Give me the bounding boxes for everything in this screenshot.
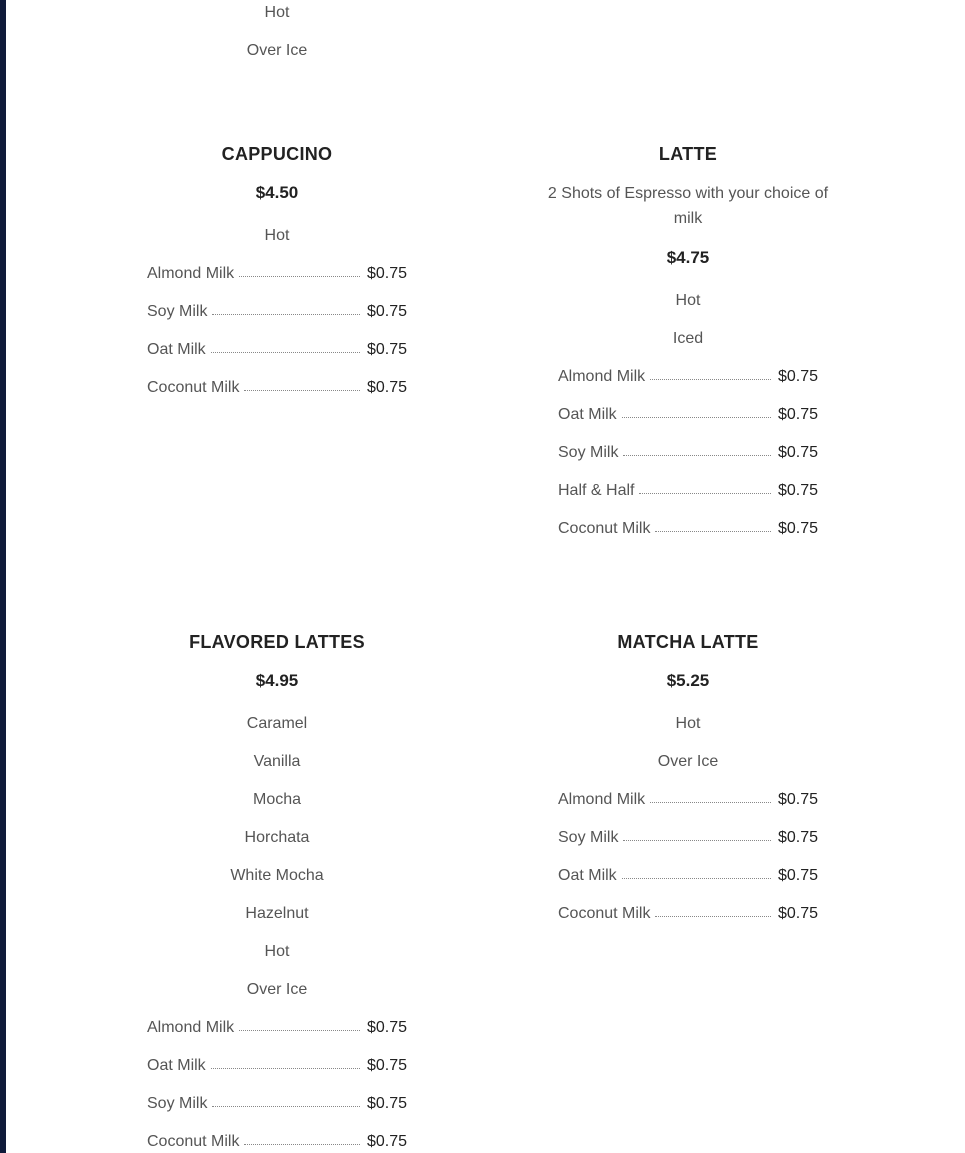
addon-name: Almond Milk xyxy=(147,1019,235,1036)
addon-name: Coconut Milk xyxy=(558,905,651,922)
addon-price: $0.75 xyxy=(366,341,407,358)
dot-leader xyxy=(212,314,360,315)
dot-leader xyxy=(244,1144,359,1145)
addon-name: Soy Milk xyxy=(147,1095,208,1112)
addon-price: $0.75 xyxy=(366,1133,407,1150)
addon-price: $0.75 xyxy=(777,905,818,922)
item-title: MATCHA LATTE xyxy=(617,632,759,652)
addon-row xyxy=(147,1056,407,1094)
left-edge-strip xyxy=(0,0,6,1153)
dot-leader xyxy=(622,417,771,418)
addon-row xyxy=(558,405,818,443)
dot-leader xyxy=(623,455,771,456)
menu-item-top xyxy=(147,3,407,79)
item-price: $4.75 xyxy=(666,248,710,267)
addon-row xyxy=(147,1132,407,1152)
addon-price: $0.75 xyxy=(777,444,818,461)
addon-name: Almond Milk xyxy=(147,265,235,282)
dot-leader xyxy=(212,1106,360,1107)
addon-name: Oat Milk xyxy=(558,406,617,423)
addon-price: $0.75 xyxy=(366,379,407,396)
dot-leader xyxy=(650,802,771,803)
dot-leader xyxy=(211,352,360,353)
menu-option: Caramel xyxy=(246,715,308,732)
addon-row xyxy=(558,904,818,942)
addon-row xyxy=(558,866,818,904)
addon-name: Soy Milk xyxy=(558,829,619,846)
dot-leader xyxy=(622,878,771,879)
addon-price: $0.75 xyxy=(777,829,818,846)
addon-name: Coconut Milk xyxy=(147,1133,240,1150)
menu-option: Over Ice xyxy=(246,981,308,998)
menu-item-latte xyxy=(547,144,829,557)
dot-leader xyxy=(244,390,359,391)
addon-price: $0.75 xyxy=(777,482,818,499)
dot-leader xyxy=(239,276,360,277)
addon-row xyxy=(558,481,818,519)
menu-option: Hot xyxy=(675,715,701,732)
addon-price: $0.75 xyxy=(366,1019,407,1036)
addon-price: $0.75 xyxy=(777,406,818,423)
addon-row xyxy=(147,340,407,378)
addon-price: $0.75 xyxy=(366,1057,407,1074)
dot-leader xyxy=(623,840,771,841)
addon-name: Oat Milk xyxy=(147,1057,206,1074)
addon-name: Oat Milk xyxy=(147,341,206,358)
menu-option: Hot xyxy=(264,4,290,21)
menu-option: Mocha xyxy=(252,791,302,808)
dot-leader xyxy=(211,1068,360,1069)
dot-leader xyxy=(239,1030,360,1031)
addon-row xyxy=(147,264,407,302)
menu-item-flavored-lattes xyxy=(147,632,407,1152)
addon-name: Almond Milk xyxy=(558,368,646,385)
menu-option: Hot xyxy=(675,292,701,309)
dot-leader xyxy=(650,379,771,380)
dot-leader xyxy=(639,493,770,494)
addon-price: $0.75 xyxy=(777,791,818,808)
addon-name: Coconut Milk xyxy=(147,379,240,396)
menu-option: Vanilla xyxy=(253,753,301,770)
addon-row xyxy=(558,790,818,828)
addon-name: Soy Milk xyxy=(147,303,208,320)
addon-name: Coconut Milk xyxy=(558,520,651,537)
addon-row xyxy=(558,367,818,405)
menu-option: Hot xyxy=(264,943,290,960)
item-title: LATTE xyxy=(658,144,718,164)
menu-option: Over Ice xyxy=(246,42,308,59)
addon-price: $0.75 xyxy=(366,1095,407,1112)
addon-price: $0.75 xyxy=(366,265,407,282)
addon-row xyxy=(147,1094,407,1132)
addon-name: Half & Half xyxy=(558,482,635,499)
item-price: $4.95 xyxy=(255,671,299,690)
addon-price: $0.75 xyxy=(777,867,818,884)
menu-option: White Mocha xyxy=(230,867,324,884)
item-price: $4.50 xyxy=(255,183,299,202)
addon-price: $0.75 xyxy=(777,368,818,385)
addon-row xyxy=(147,378,407,416)
addon-row xyxy=(558,828,818,866)
addon-price: $0.75 xyxy=(366,303,407,320)
addon-name: Oat Milk xyxy=(558,867,617,884)
addon-row xyxy=(147,1018,407,1056)
item-price: $5.25 xyxy=(666,671,710,690)
menu-option: Iced xyxy=(672,330,704,347)
dot-leader xyxy=(655,916,770,917)
dot-leader xyxy=(655,531,770,532)
addon-name: Almond Milk xyxy=(558,791,646,808)
item-title: FLAVORED LATTES xyxy=(189,632,365,652)
menu-item-matcha-latte xyxy=(558,632,818,942)
addon-name: Soy Milk xyxy=(558,444,619,461)
item-title: CAPPUCINO xyxy=(221,144,333,164)
menu-option: Over Ice xyxy=(657,753,719,770)
addon-row xyxy=(558,519,818,557)
menu-option: Horchata xyxy=(244,829,310,846)
menu-option: Hazelnut xyxy=(245,905,309,922)
addon-price: $0.75 xyxy=(777,520,818,537)
addon-row xyxy=(147,302,407,340)
addon-row xyxy=(558,443,818,481)
menu-item-cappucino xyxy=(147,144,407,416)
menu-option: Hot xyxy=(264,227,290,244)
item-description: 2 Shots of Espresso with your choice of milk xyxy=(547,185,829,227)
